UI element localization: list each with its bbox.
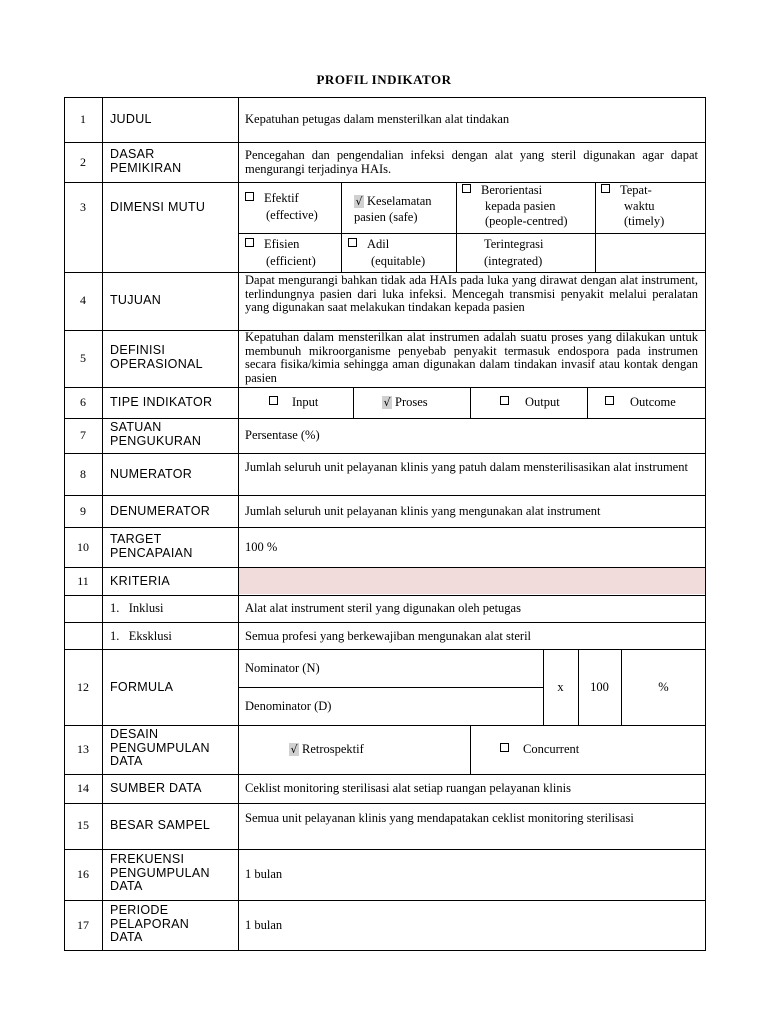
option-output[interactable]: Output <box>500 396 560 410</box>
row-number: 6 <box>80 395 86 409</box>
inklusi-label: 1. Inklusi <box>110 601 164 615</box>
checkbox-unchecked-icon[interactable] <box>245 192 254 201</box>
formula-denominator: Denominator (D) <box>245 699 332 713</box>
formula-hundred: 100 <box>590 680 609 694</box>
kriteria-highlight <box>239 568 705 594</box>
page-title: PROFIL INDIKATOR <box>316 72 452 87</box>
checkbox-unchecked-icon[interactable] <box>462 184 471 193</box>
option-keselamatan[interactable]: √ Keselamatan pasien (safe) <box>354 194 432 224</box>
row-label-target-pencapaian: TARGET PENCAPAIAN <box>110 532 193 560</box>
formula-numerator: Nominator (N) <box>245 661 320 675</box>
row-label-besar-sampel: BESAR SAMPEL <box>110 818 211 832</box>
row-label-judul: JUDUL <box>110 112 152 126</box>
checkbox-unchecked-icon[interactable] <box>605 396 614 405</box>
row-label-desain-pengumpulan-data: DESAIN PENGUMPULAN DATA <box>110 727 210 768</box>
row-number: 4 <box>80 293 86 307</box>
besar-sampel-value: Semua unit pelayanan klinis yang mendapatakan ceklist monitoring sterilisasi <box>245 811 634 825</box>
option-concurrent[interactable]: Concurrent <box>500 743 579 757</box>
row-label-numerator: NUMERATOR <box>110 467 193 481</box>
row-number: 3 <box>80 200 86 214</box>
definisi-operasional-value: Kepatuhan dalam mensterilkan alat instrumen adalah suatu proses yang dilakukan untuk membunuh mikroorganisme penyebab penyakit termasuk endospora pada instrumen secara fisika/kimia sehingga aman digunakan dalam tindakan invasif atau kontak dengan pasien <box>245 330 698 385</box>
frekuensi-value: 1 bulan <box>245 867 283 881</box>
dasar-pemikiran-value: Pencegahan dan pengendalian infeksi dengan alat yang steril digunakan agar dapat mengurangi terjadinya HAIs. <box>245 148 698 176</box>
row-label-sumber-data: SUMBER DATA <box>110 781 202 795</box>
eksklusi-value: Semua profesi yang berkewajiban mengunakan alat steril <box>245 629 532 643</box>
row-number: 1 <box>80 112 86 126</box>
option-outcome[interactable]: Outcome <box>605 396 676 410</box>
option-tepat-waktu[interactable]: Tepat- waktu (timely) <box>601 184 701 229</box>
checkmark-icon[interactable]: √ <box>383 396 391 409</box>
numerator-value: Jumlah seluruh unit pelayanan klinis yang patuh dalam mensterilisasikan alat instrument <box>245 460 688 474</box>
row-label-periode-pelaporan-data: PERIODE PELAPORAN DATA <box>110 903 190 944</box>
row-label-formula: FORMULA <box>110 680 174 694</box>
eksklusi-label: 1. Eksklusi <box>110 629 172 643</box>
row-number: 5 <box>80 351 86 365</box>
option-berorientasi[interactable]: Berorientasi kepada pasien (people-centred) <box>462 184 594 229</box>
satuan-pengukuran-value: Persentase (%) <box>245 428 320 442</box>
option-efisien[interactable]: Efisien (efficient) <box>245 238 337 268</box>
row-number: 17 <box>77 918 89 932</box>
tujuan-value: Dapat mengurangi bahkan tidak ada HAIs pada luka yang dirawat dengan alat instrument, terlindungnya pasien dari luka infeksi. Mencegah transmisi penyakit melalui peralatan yang digunakan saat melakukan tindakan kepada pasien <box>245 273 698 314</box>
row-number: 12 <box>77 680 89 694</box>
row-number: 10 <box>77 540 89 554</box>
row-number: 15 <box>77 818 89 832</box>
option-input[interactable]: Input <box>269 396 318 410</box>
row-label-dasar-pemikiran: DASAR PEMIKIRAN <box>110 147 182 175</box>
row-label-denumerator: DENUMERATOR <box>110 504 211 518</box>
checkmark-icon[interactable]: √ <box>290 743 298 756</box>
row-label-kriteria: KRITERIA <box>110 574 171 588</box>
row-label-satuan-pengukuran: SATUAN PENGUKURAN <box>110 420 202 448</box>
checkbox-unchecked-icon[interactable] <box>269 396 278 405</box>
row-number: 8 <box>80 467 86 481</box>
row-number: 16 <box>77 867 89 881</box>
row-label-dimensi-mutu: DIMENSI MUTU <box>110 200 206 214</box>
option-efektif[interactable]: Efektif (effective) <box>245 192 337 222</box>
row-number: 2 <box>80 155 86 169</box>
inklusi-value: Alat alat instrument steril yang digunakan oleh petugas <box>245 601 521 615</box>
row-number: 9 <box>80 504 86 518</box>
checkmark-icon[interactable]: √ <box>355 195 363 208</box>
option-terintegrasi[interactable]: Terintegrasi (integrated) <box>484 237 544 268</box>
option-adil[interactable]: Adil (equitable) <box>348 238 452 268</box>
periode-value: 1 bulan <box>245 918 283 932</box>
checkbox-unchecked-icon[interactable] <box>500 743 509 752</box>
row-label-tipe-indikator: TIPE INDIKATOR <box>110 395 213 409</box>
judul-value: Kepatuhan petugas dalam mensterilkan alat tindakan <box>245 112 510 126</box>
checkbox-unchecked-icon[interactable] <box>348 238 357 247</box>
checkbox-unchecked-icon[interactable] <box>245 238 254 247</box>
denumerator-value: Jumlah seluruh unit pelayanan klinis yang mengunakan alat instrument <box>245 504 601 518</box>
formula-times: x <box>557 680 564 694</box>
sumber-data-value: Ceklist monitoring sterilisasi alat setiap ruangan pelayanan klinis <box>245 781 571 795</box>
option-retrospektif[interactable]: √ Retrospektif <box>290 742 364 756</box>
row-number: 7 <box>80 428 86 442</box>
target-pencapaian-value: 100 % <box>245 540 278 554</box>
row-label-frekuensi-pengumpulan-data: FREKUENSI PENGUMPULAN DATA <box>110 852 210 893</box>
checkbox-unchecked-icon[interactable] <box>601 184 610 193</box>
row-number: 14 <box>77 781 89 795</box>
row-label-tujuan: TUJUAN <box>110 293 162 307</box>
row-number: 13 <box>77 742 89 756</box>
row-number: 11 <box>77 574 89 588</box>
row-label-definisi-operasional: DEFINISI OPERASIONAL <box>110 343 203 371</box>
option-proses[interactable]: √ Proses <box>383 395 428 409</box>
formula-percent: % <box>658 680 669 694</box>
checkbox-unchecked-icon[interactable] <box>500 396 509 405</box>
